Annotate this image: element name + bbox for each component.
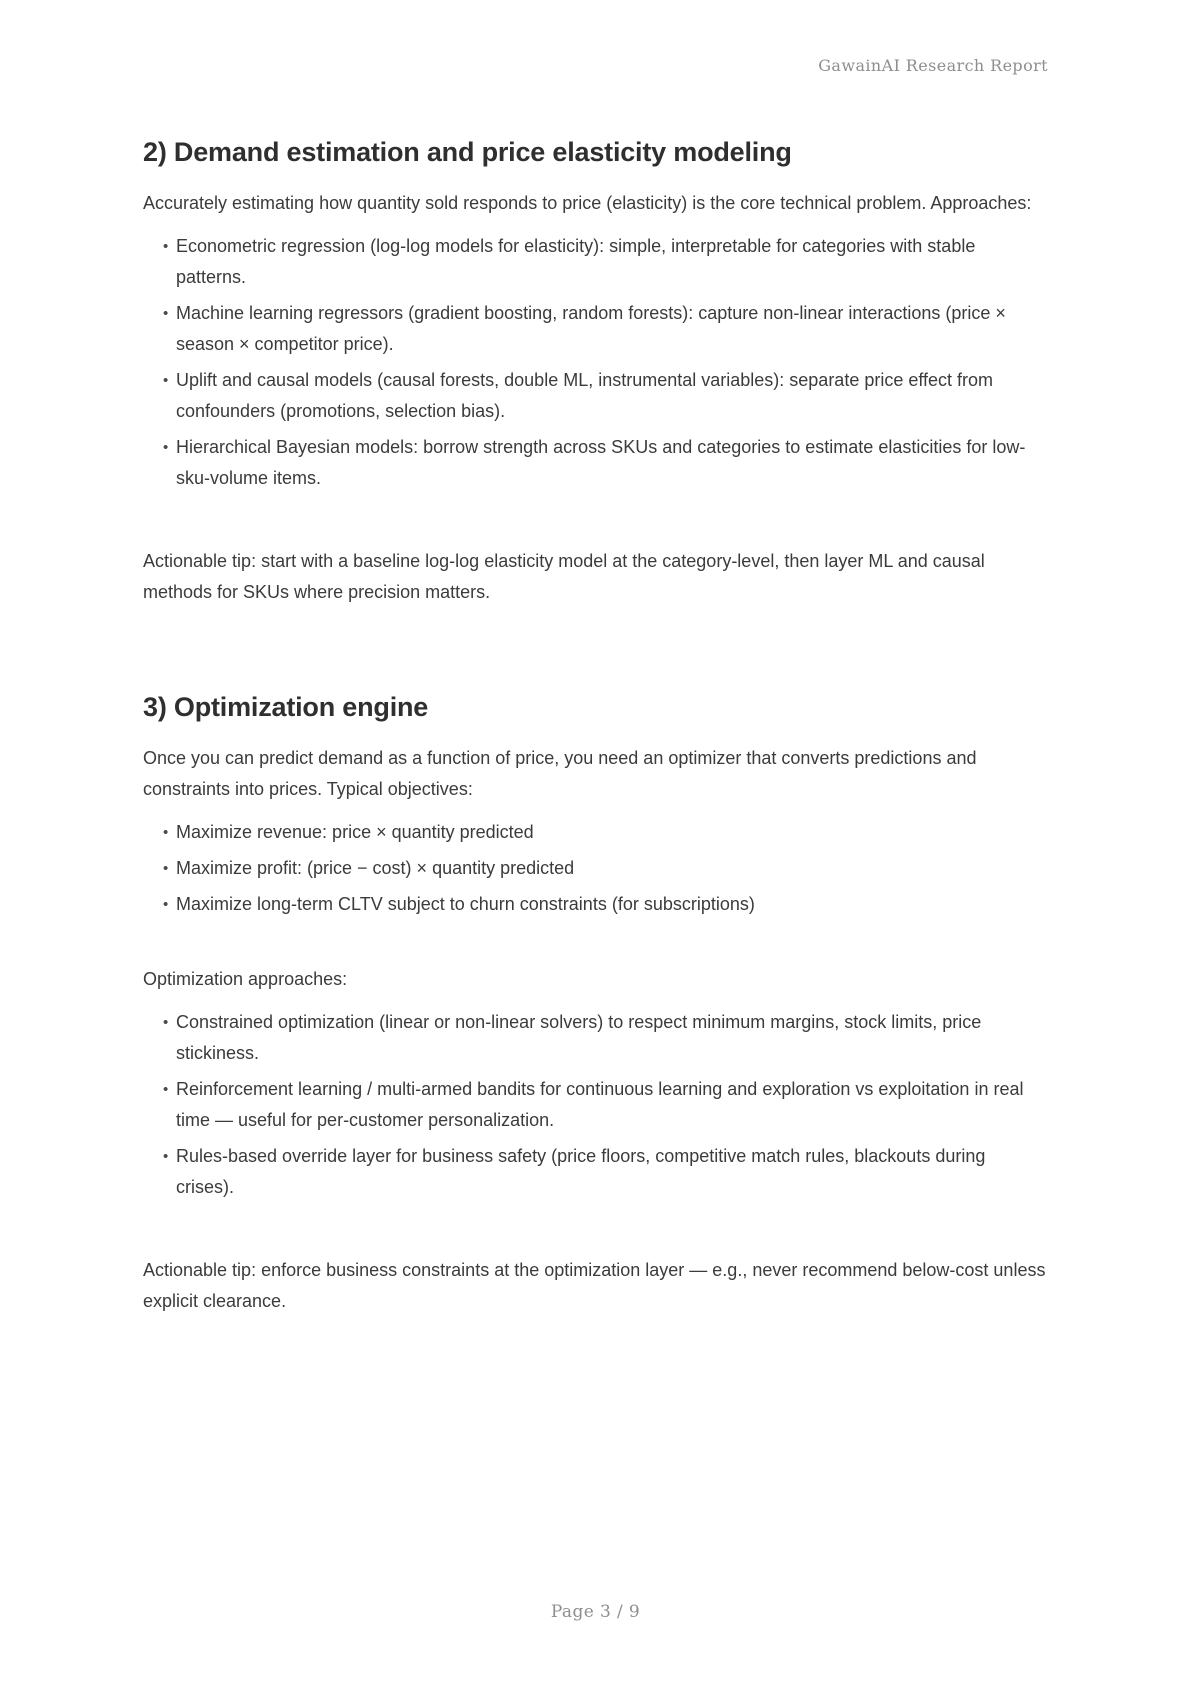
list-item: • Machine learning regressors (gradient boosting, random forests): capture non-linear interactions (price × season × competitor price). (163, 298, 1048, 360)
section-2-actionable-tip: Actionable tip: start with a baseline log-log elasticity model at the category-level, then layer ML and causal methods for SKUs where precision matters. (143, 551, 985, 602)
section-3-intro: Once you can predict demand as a function of price, you need an optimizer that converts predictions and constraints into prices. Typical objectives: (143, 748, 977, 799)
optimization-approaches-label: Optimization approaches: (143, 969, 348, 989)
list-item: • Reinforcement learning / multi-armed bandits for continuous learning and exploration vs exploitation in real time — useful for per-customer personalization. (163, 1074, 1048, 1136)
report-header: GawainAI Research Report (818, 56, 1048, 75)
list-item: • Uplift and causal models (causal forests, double ML, instrumental variables): separate price effect from confounders (promotions, selection bias). (163, 365, 1048, 427)
page-number: Page 3 / 9 (550, 1602, 641, 1622)
list-item: • Maximize revenue: price × quantity predicted (163, 817, 1048, 848)
section-3-heading: 3) Optimization engine (143, 692, 429, 722)
list-item: • Econometric regression (log-log models for elasticity): simple, interpretable for categories with stable patterns. (163, 231, 1048, 293)
list-item: • Maximize long-term CLTV subject to churn constraints (for subscriptions) (163, 889, 1048, 920)
list-item: • Hierarchical Bayesian models: borrow strength across SKUs and categories to estimate elasticities for low-sku-volume items. (163, 432, 1048, 494)
list-item: • Rules-based override layer for business safety (price floors, competitive match rules, blackouts during crises). (163, 1141, 1048, 1203)
section-3-actionable-tip: Actionable tip: enforce business constraints at the optimization layer — e.g., never recommend below-cost unless explicit clearance. (143, 1260, 1046, 1311)
section-2-heading: 2) Demand estimation and price elasticity modeling (143, 137, 792, 167)
section-3-approaches-list (143, 1007, 1048, 1203)
section-2-bullet-list (143, 231, 1048, 494)
section-3-objectives-list (143, 817, 1048, 920)
list-item: • Maximize profit: (price − cost) × quantity predicted (163, 853, 1048, 884)
section-2-intro: Accurately estimating how quantity sold responds to price (elasticity) is the core technical problem. Approaches: (143, 193, 1032, 213)
list-item: • Constrained optimization (linear or non-linear solvers) to respect minimum margins, stock limits, price stickiness. (163, 1007, 1048, 1069)
